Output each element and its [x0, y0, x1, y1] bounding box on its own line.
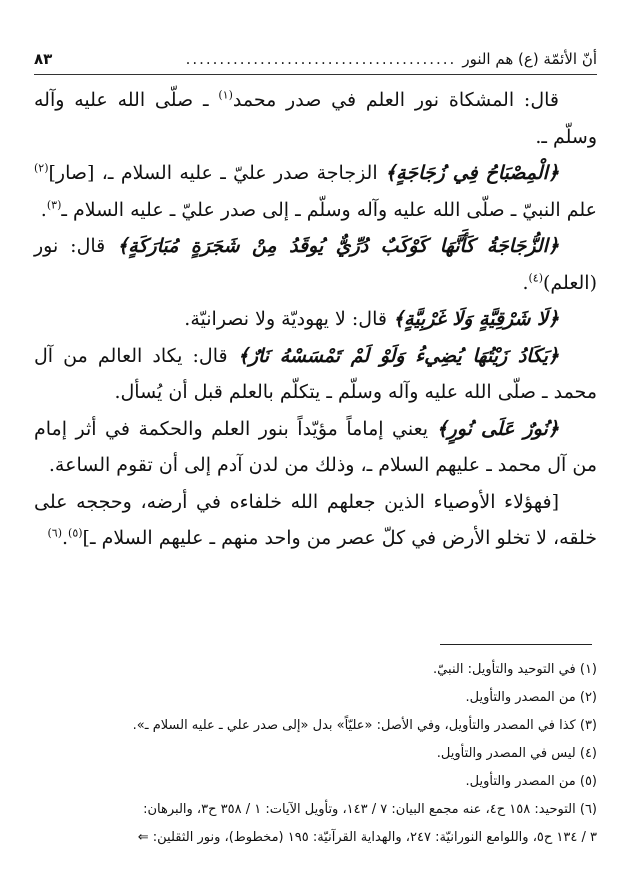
footnote-line: ٣ / ١٣٤ ح٥، واللوامع النورانيّة: ٢٤٧، والهداية القرآنيّة: ١٩٥ (مخطوط)، ونور الثقلين: ⇐: [137, 830, 597, 845]
header-title: أنّ الأئمّة (ع) هم النور: [462, 50, 597, 68]
body-paragraph: [34, 411, 597, 484]
text-run: .: [61, 527, 69, 549]
text-run: قال: يكاد العالم من آل محمد ـ صلّى الله عليه وآله وسلّم ـ يتكلّم بالعلم قبل أن يُسأل.: [34, 344, 597, 403]
body-paragraph: [34, 338, 597, 411]
footnote-divider: [440, 644, 592, 645]
text-run: يعني إماماً مؤيّداً بنور العلم والحكمة في أثر إمام من آل محمد ـ عليهم السلام ـ، وذلك من لدن آدم إلى أن تقوم الساعة.: [34, 417, 597, 476]
body-paragraph: [34, 484, 597, 557]
running-header: [34, 44, 597, 75]
main-text: [34, 82, 597, 557]
text-run: ـ صلّى الله عليه وآله وسلّم ـ.: [34, 89, 597, 148]
quran-verse: ﴿نُورٌ عَلَى نُورٍ﴾: [436, 417, 559, 440]
quran-verse: ﴿الزُّجَاجَةُ كَأَنَّهَا كَوْكَبٌ دُرِّيٌّ يُوقَدُ مِنْ شَجَرَةٍ مُبَارَكَةٍ﴾: [117, 235, 560, 257]
text-run: [فهؤلاء الأوصياء الذين جعلهم الله خلفاءه في أرضه، وحججه على خلقه، لا تخلو الأرض في كلّ عصر من واحد منهم ـ عليهم السلام ـ]: [34, 490, 597, 549]
body-paragraph: [34, 155, 597, 228]
text-run: قال: لا يهوديّة ولا نصرانيّة.: [184, 308, 393, 330]
footnote-line: (٦) التوحيد: ١٥٨ ح٤، عنه مجمع البيان: ٧ / ١٤٣، وتأويل الآيات: ١ / ٣٥٨ ح٣، والبرهان:: [143, 802, 597, 817]
header-leader-dots: ........................................: [185, 50, 457, 68]
text-run: الزجاجة صدر عليّ ـ عليه السلام ـ، [صار]: [48, 162, 385, 184]
text-run: .: [40, 198, 47, 221]
footnote-line: (٢) من المصدر والتأويل.: [465, 690, 597, 705]
body-paragraph: [34, 301, 597, 338]
footnote-line: (٥) من المصدر والتأويل.: [465, 774, 597, 789]
body-paragraph: [34, 82, 597, 155]
page-number: ٨٣: [34, 50, 53, 68]
footnote-line: (٤) ليس في المصدر والتأويل.: [436, 746, 597, 761]
footnote-line: (١) في التوحيد والتأويل: النبيّ.: [433, 662, 597, 677]
footnote-ref: (٤): [528, 271, 543, 285]
quran-verse: ﴿لَا شَرْقِيَّةٍ وَلَا غَرْبِيَّةٍ﴾: [393, 308, 559, 330]
footnote-ref: (٢): [34, 161, 49, 175]
text-run: قال: المشكاة نور العلم في صدر محمد: [232, 89, 560, 111]
footnote-ref: (١): [218, 88, 233, 102]
text-run: قال: نور (العلم): [34, 235, 597, 294]
body-paragraph: [34, 228, 597, 301]
footnote-ref: (٣): [46, 198, 62, 212]
text-run: علم النبيّ ـ صلّى الله عليه وآله وسلّم ـ إلى صدر عليّ ـ عليه السلام ـ: [61, 198, 597, 221]
footnote-ref: (٥): [68, 526, 83, 540]
quran-verse: ﴿يَكَادُ زَيْتُهَا يُضِيءُ وَلَوْ لَمْ تَمْسَسْهُ نَارٌ﴾: [237, 344, 559, 367]
footnote-ref: (٦): [47, 526, 62, 540]
quran-verse: ﴿الْمِصْبَاحُ فِي زُجَاجَةٍ﴾: [385, 162, 560, 184]
footnote-line: (٣) كذا في المصدر والتأويل، وفي الأصل: «عليّاً» بدل «إلى صدر علي ـ عليه السلام ـ».: [132, 718, 597, 733]
footnotes: [34, 656, 597, 852]
text-run: .: [522, 271, 529, 294]
